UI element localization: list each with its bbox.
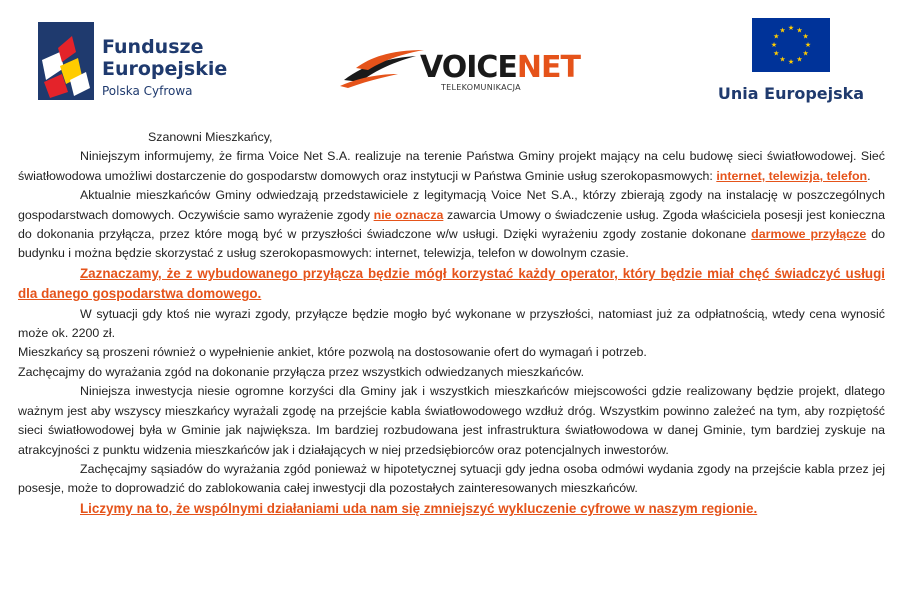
services-highlight: internet, telewizja, telefon: [716, 168, 868, 183]
paragraph-closing: [18, 499, 885, 519]
paragraph-consent-text-c: do budynku i można będzie skorzystać z usług szerokopasmowych: internet, telewizja, telefon w dowolnym czasie.: [18, 227, 885, 261]
fundusze-europejskie-logo: [38, 22, 238, 102]
paragraph-intro: [18, 147, 885, 186]
paragraph-consent-text-b: zawarcia Umowy o świadczenie usług. Zgoda właściciela posesji jest konieczna do dokonania przyłącza, przez które mogą być w przyszłości świadczone w/w usługi. Dzięki wyrażeniu zgody zostanie dokonane: [18, 207, 886, 242]
fe-logo-line1: Fundusze: [102, 36, 204, 58]
paragraph-intro-text: Niniejszym informujemy, że firma Voice Net S.A. realizuje na terenie Państwa Gminy projekt mający na celu budowę sieci światłowodowej. Sieć światłowodowa umożliwi dostarczenie do gospodarstw domowych oraz instytucji w Państwa Gminie usług szerokopasmowych:: [18, 149, 885, 183]
operator-notice-highlight: Zaznaczamy, że z wybudowanego przyłącza będzie mógł korzystać każdy operator, który będzie miał chęć świadczyć usługi dla danego gospodarstwa domowego.: [18, 265, 885, 302]
svg-text:★: ★: [802, 32, 809, 41]
svg-text:★: ★: [779, 26, 786, 35]
svg-text:★: ★: [796, 55, 803, 64]
paragraph-paid-connection: W sytuacji gdy ktoś nie wyrazi zgody, przyłącze będzie mogło być wykonane w przyszłości, natomiast już za odpłatnością, wtedy cena wynosić może ok. 2200 zł.: [18, 306, 885, 341]
svg-text:★: ★: [804, 41, 812, 49]
voicenet-wordmark-voice: VOICE: [420, 50, 517, 85]
svg-text:★: ★: [787, 24, 795, 32]
svg-text:★: ★: [770, 41, 778, 49]
paragraph-consent-text-a: Aktualnie mieszkańców Gminy odwiedzają przedstawiciele z legitymacją Voice Net S.A., którzy zbierają zgody na instalację w poszczególnych gospodarstwach domowych. Oczywiście samo wyrażenie zgody: [18, 188, 885, 222]
paragraph-neighbours: Zachęcajmy sąsiadów do wyrażania zgód ponieważ w hipotetycznej sytuacji gdy jedna osoba odmówi wydania zgody na przejście kabla przez jej posesje, może to doprowadzić do zablokowania całej inwestycji dla pozostałych zainteresowanych mieszkańców.: [18, 461, 885, 496]
paragraph-consent: [18, 186, 885, 264]
voicenet-logo: [338, 46, 580, 102]
paragraph-operator-notice: [18, 264, 885, 305]
svg-text:★: ★: [779, 55, 786, 64]
svg-text:★: ★: [796, 26, 803, 35]
svg-text:★: ★: [802, 49, 809, 58]
voicenet-swoosh-icon: [338, 46, 428, 90]
svg-text:★: ★: [773, 32, 780, 41]
closing-highlight: Liczymy na to, że wspólnymi działaniami uda nam się zmniejszyć wykluczenie cyfrowe w naszym regionie.: [80, 500, 758, 516]
paragraph-intro-end: .: [867, 168, 871, 183]
paragraph-encourage: Zachęcajmy do wyrażania zgód na dokonanie przyłącza przez wszystkich odwiedzanych mieszkańców.: [18, 364, 585, 379]
eu-flag-icon: [752, 18, 830, 72]
eu-logo-label: Unia Europejska: [717, 84, 865, 103]
paragraph-survey: Mieszkańcy są proszeni również o wypełnienie ankiet, które pozwolą na dostosowanie ofert do wymagań i potrzeb.: [18, 345, 647, 360]
letter-body: [18, 128, 885, 519]
unia-europejska-logo: [716, 18, 866, 108]
fe-logo-line2: Europejskie: [102, 58, 228, 80]
nie-oznacza-highlight: nie oznacza: [373, 207, 444, 222]
darmowe-przylacze-highlight: darmowe przyłącze: [751, 227, 867, 242]
fundusze-europejskie-emblem-icon: [38, 22, 94, 100]
greeting: Szanowni Mieszkańcy,: [148, 130, 273, 144]
svg-text:★: ★: [773, 49, 780, 58]
voicenet-subtitle: TELEKOMUNIKACJA: [441, 83, 521, 92]
fe-logo-subtitle: Polska Cyfrowa: [102, 84, 193, 98]
svg-text:★: ★: [787, 58, 795, 66]
paragraph-benefits: Niniejsza inwestycja niesie ogromne korzyści dla Gminy jak i wszystkich mieszkańców miejscowości gdzie realizowany będzie projekt, dlatego ważnym jest aby wszyscy mieszkańcy wyrażali zgodę na przejście kabla światłowodowego wzdłuż dróg. Wszystkim powinno zależeć na tym, aby rozpiętość sieci światłowodowej była w Gminie jak największa. Im bardziej rozbudowana jest infrastruktura światłowodowa w danej Gminie, tym bardziej zyskuje na atrakcyjności z punktu widzenia mieszkańców jak i działających w niej przedsiębiorców oraz potencjalnych inwestorów.: [18, 384, 885, 457]
voicenet-wordmark-net: NET: [516, 50, 580, 85]
